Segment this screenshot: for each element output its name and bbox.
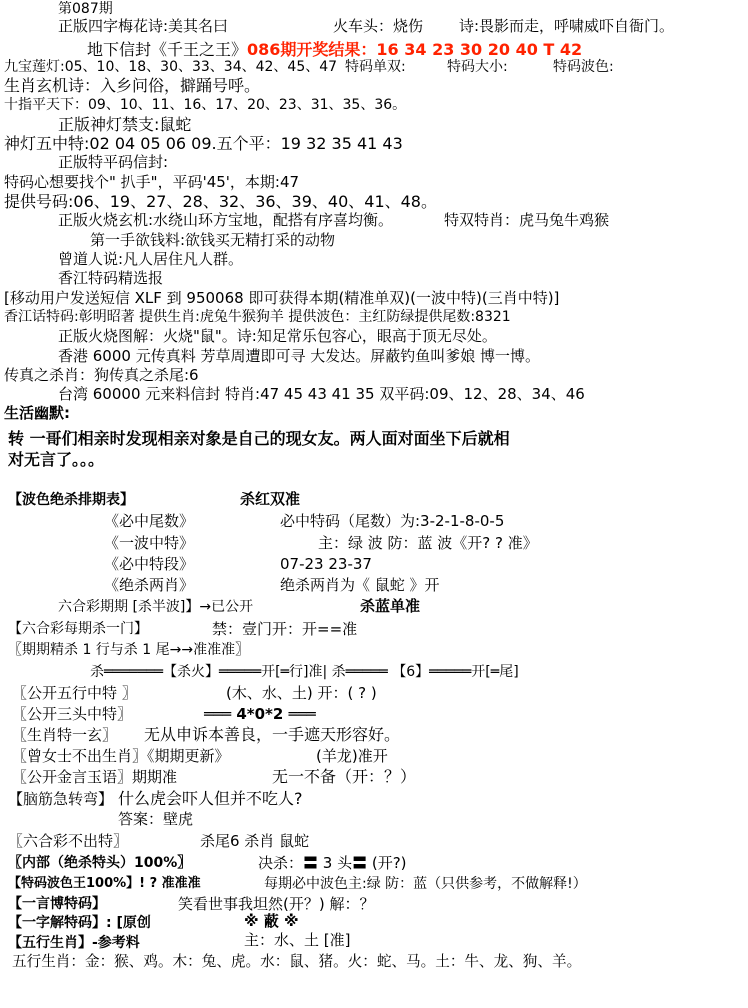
five-zodiac-mapping: 五行生肖：金：猴、鸡。木：兔、虎。水：鼠、猪。火：蛇、马。土：牛、龙、狗、羊。: [12, 953, 582, 970]
joke-line-2: 对无言了。。。: [8, 450, 105, 469]
fax-kill-line: 传真之杀肖：狗传真之杀尾:6: [4, 366, 199, 384]
life-humor-label: 生活幽默:: [4, 404, 70, 422]
taiwan-letter-line: 台湾 60000 元来料信封 特肖:47 45 43 41 35 双平码:09、12、28、34、46: [58, 385, 585, 403]
letter-prefix: 地下信封《千王之王》: [87, 40, 248, 59]
first-hand-line: 第一手欲钱料:欲钱买无精打采的动物: [90, 231, 336, 249]
row-five-zodiac-value: 主：水、土 [准]: [244, 931, 351, 949]
row-wave-king-label: 【特码波色王100%】! ? 准准准: [8, 876, 201, 891]
row-riddle-label: 【脑筋急转弯】: [8, 790, 114, 808]
row-half-wave-label: 六合彩期期 [杀半波]】→已公开: [58, 599, 254, 615]
poem-line-2: 诗:畏影而走，呼啸威吓自衙门。: [459, 17, 675, 35]
row-riddle-answer: 答案：壁虎: [118, 810, 194, 828]
row-wave-label: 《一波中特》: [104, 534, 195, 552]
row-three-head-label: 〖公开三头中特〗: [12, 705, 133, 723]
row-tail-value: 必中特码（尾数）为:3-2-1-8-0-5: [280, 512, 505, 530]
wave-color-label: 特码波色:: [553, 59, 614, 75]
row-no-special-label: 〖六合彩不出特〗: [8, 832, 129, 850]
fire-mystery-line: 正版火烧玄机:水绕山环方宝地，配搭有序喜均衡。: [58, 211, 394, 229]
row-no-special-value: 杀尾6 杀肖 鼠蛇: [200, 832, 310, 850]
row-kill-head-value: 决杀：〓 3 头〓 (开?): [258, 854, 407, 872]
provided-numbers-line: 提供号码:06、19、27、28、32、36、39、40、41、48。: [4, 192, 437, 211]
row-kill-two-value: 绝杀两肖为《 鼠蛇 》开: [280, 576, 440, 594]
row-one-char-label: 【一字解特码】: [原创: [8, 915, 151, 931]
row-golden-words-label: 〖公开金言玉语〗期期准: [12, 768, 178, 786]
table-title-right: 杀红双准: [240, 490, 301, 508]
joke-line-1: 转 一哥们相亲时发现相亲对象是自己的现女友。两人面对面坐下后就相: [8, 429, 510, 448]
row-five-zodiac-label: 【五行生肖】-参考料: [8, 935, 140, 951]
zodiac-poem-line: 生肖玄机诗：入乡问俗，擗踊号呼。: [4, 76, 261, 95]
fire-head-line: 火车头：烧伤: [333, 17, 424, 35]
row-wave-value: 主：绿 波 防：蓝 波《开? ? 准》: [318, 534, 538, 552]
row-one-char-value: ※ 蔽 ※: [244, 912, 299, 930]
pickpocket-line: 特码心想要找个" 扒手"，平码'45'，本期:47: [4, 173, 300, 191]
row-kill-head-label: 〖内部（绝杀特头）100%〗: [8, 855, 192, 871]
row-wave-king-value: 每期必中波色主:绿 防：蓝（只供参考，不做解释!）: [264, 876, 587, 892]
row-zodiac-mystery-label: 〖生肖特一玄〗: [12, 726, 118, 744]
row-five-element-label: 〖公开五行中特 〗: [12, 684, 137, 702]
row-kill-arrow: 杀═══════【杀火】═════开[═行]准| 杀═════ 【6】═════开[═尾]: [90, 664, 519, 680]
row-zodiac-mystery-value: 无从申诉本善良，一手遮天形容好。: [144, 725, 401, 744]
selected-report-line: 香江特码精选报: [58, 269, 164, 287]
draw-result: 086期开奖结果：16 34 23 30 20 40 T 42: [247, 40, 583, 59]
row-kill-two-label: 《绝杀两肖》: [104, 576, 195, 594]
hongkong-talk-line: 香江话特码:彰明昭著 提供生肖:虎兔牛猴狗羊 提供波色：主红防绿提供尾数:8321: [4, 309, 511, 325]
poem-line: 正版四字梅花诗:美其名曰: [58, 17, 229, 35]
row-kill-door-value: 禁：壹门开：开==准: [212, 620, 358, 638]
row-golden-words-value: 无一不备（开：？）: [272, 767, 417, 786]
row-one-word-label: 【一言博特码】: [8, 896, 106, 912]
letter-line: 正版特平码信封:: [58, 153, 169, 171]
hk-fax-line: 香港 6000 元传真料 芳草周遭即可寻 大发达。屏蔽钓鱼叫爹娘 博一博。: [58, 347, 541, 365]
row-madam-zeng-label: 〖曾女士不出生肖〗《期期更新》: [12, 747, 230, 765]
row-segment-value: 07-23 23-37: [280, 555, 372, 573]
row-five-element-value: (木、水、土) 开：( ? ): [226, 684, 377, 702]
row-one-word-value: 笑看世事我坦然(开？) 解：？: [178, 895, 375, 913]
row-kill-door-label: 【六合彩每期杀一门】: [8, 621, 148, 637]
issue-number: 第087期: [58, 1, 113, 17]
taoist-said-line: 曾道人说:凡人居住凡人群。: [58, 250, 244, 268]
special-double-line: 特双特肖：虎马兔牛鸡猴: [444, 211, 610, 229]
row-segment-label: 《必中特段》: [104, 555, 195, 573]
sms-promo-line: [移动用户发送短信 XLF 到 950068 即可获得本期(精准单双)(一波中特)(三肖中特)]: [4, 289, 560, 307]
row-kill-element-tail: 〖期期精杀 1 行与杀 1 尾→→准准准〗: [8, 642, 250, 658]
row-tail-label: 《必中尾数》: [104, 512, 195, 530]
row-madam-zeng-value: (羊龙)准开: [316, 747, 388, 765]
row-three-head-value: ═══ 4*0*2 ═══: [204, 705, 316, 723]
lamp-ban-line: 正版神灯禁支:鼠蛇: [58, 115, 192, 134]
big-small-label: 特码大小:: [447, 59, 508, 75]
row-riddle-value: 什么虎会吓人但并不吃人?: [118, 789, 303, 808]
letter-result-line: [87, 37, 582, 60]
ten-fingers-line: 十指平天下：09、10、11、16、17、20、23、31、35、36。: [4, 97, 407, 113]
five-special-line: 神灯五中特:02 04 05 06 09.五个平：19 32 35 41 43: [4, 134, 403, 153]
fire-image-line: 正版火烧图解：火烧"鼠"。诗:知足常乐包容心，眼高于顶无尽处。: [58, 327, 497, 345]
table-title: 【波色绝杀排期表】: [8, 492, 134, 508]
odd-even-label: 特码单双:: [345, 59, 406, 75]
row-half-wave-value: 杀蓝单准: [360, 597, 421, 615]
lotus-lamp-line: 九宝莲灯:05、10、18、30、33、34、42、45、47: [4, 59, 338, 75]
